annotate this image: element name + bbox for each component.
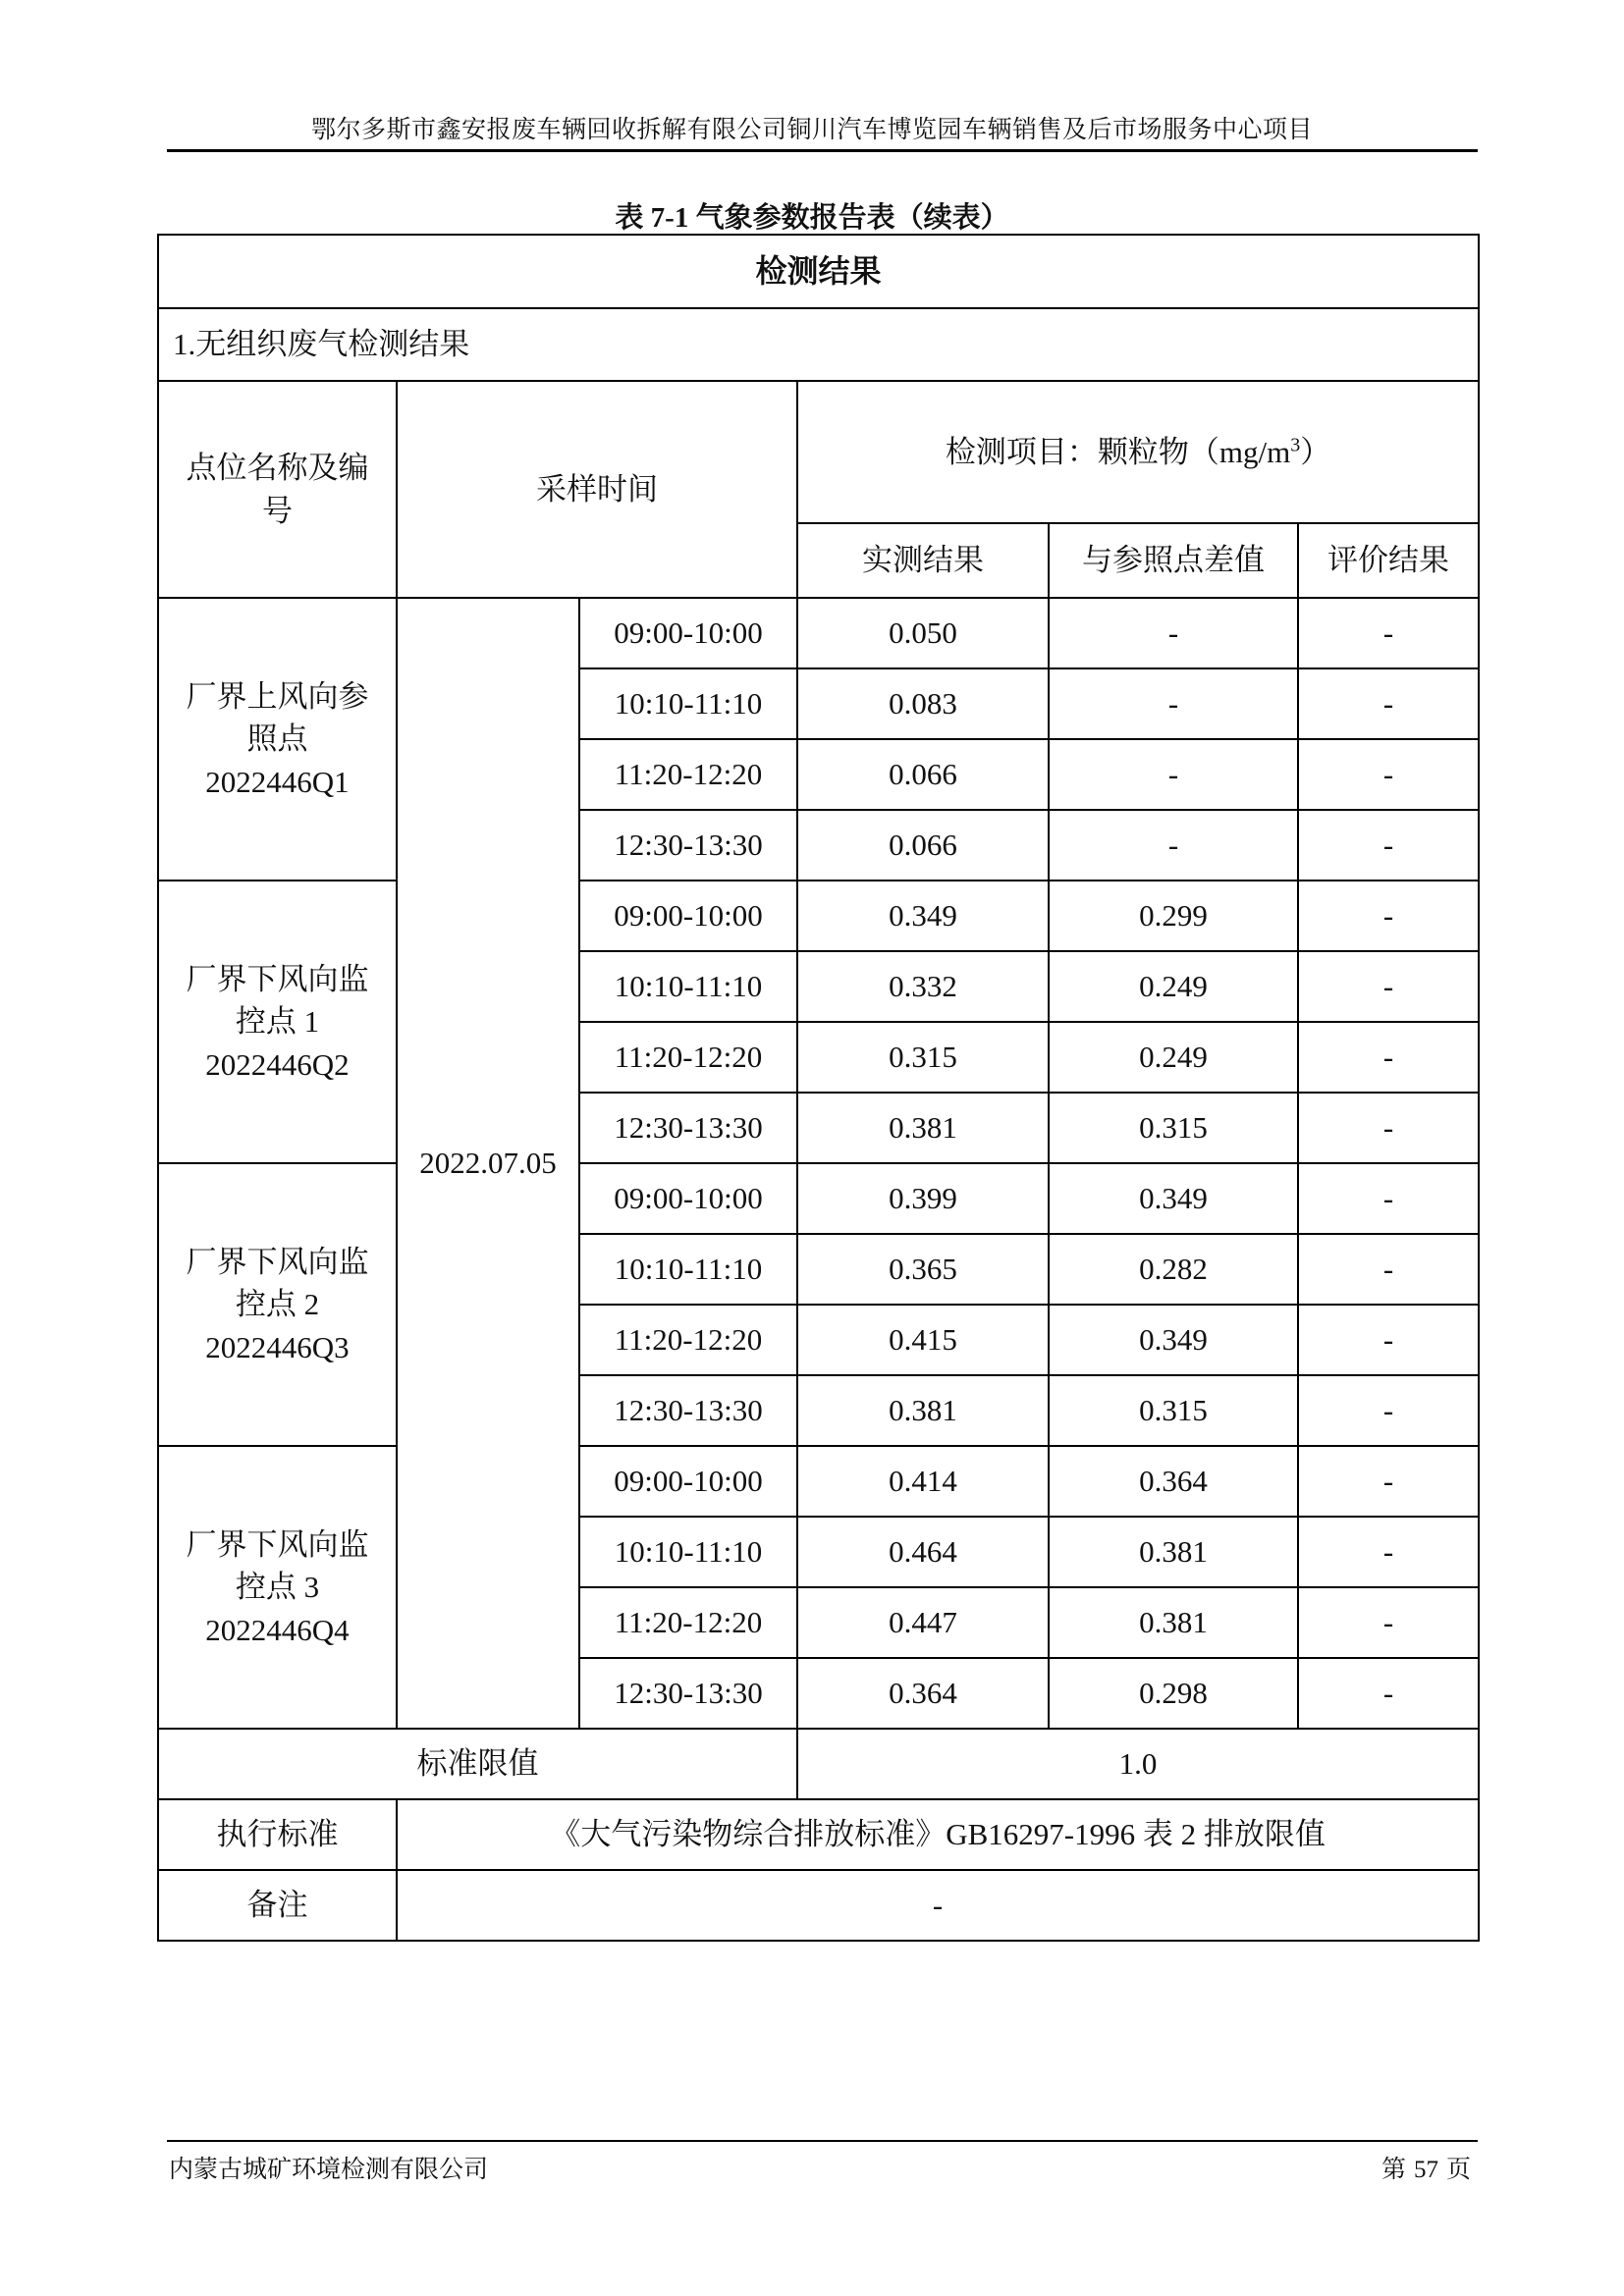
site-name-line2: 照点	[246, 721, 308, 757]
site-code: 2022446Q4	[205, 1612, 350, 1647]
measured-value: 0.381	[797, 1093, 1049, 1163]
difference-value: 0.381	[1049, 1517, 1298, 1587]
footer-page-prefix: 第	[1380, 2157, 1406, 2183]
table-row	[158, 1446, 1479, 1517]
site-name-cell	[158, 598, 397, 881]
evaluation-result: -	[1298, 739, 1479, 810]
measured-value: 0.066	[797, 810, 1049, 881]
site-name-cell	[158, 1163, 397, 1446]
measured-value: 0.399	[797, 1163, 1049, 1234]
sampling-time: 10:10-11:10	[579, 668, 797, 739]
table-caption: 表 7-1 气象参数报告表（续表）	[615, 202, 1009, 234]
difference-value: -	[1049, 598, 1298, 668]
footer-divider	[167, 2140, 1478, 2142]
table-title: 检测结果	[158, 235, 1479, 308]
site-name-line1: 厂界上风向参	[186, 678, 369, 714]
site-name-cell	[158, 1446, 397, 1729]
site-name-line1: 厂界下风向监	[186, 961, 369, 996]
section-heading: 1.无组织废气检测结果	[158, 308, 1479, 381]
difference-value: 0.349	[1049, 1305, 1298, 1375]
site-code: 2022446Q3	[205, 1329, 350, 1364]
sampling-date: 2022.07.05	[397, 598, 579, 1729]
sampling-time: 12:30-13:30	[579, 1093, 797, 1163]
remarks-label: 备注	[158, 1870, 397, 1941]
evaluation-result: -	[1298, 1658, 1479, 1729]
header-test-item-close: ）	[1300, 434, 1331, 469]
difference-value: -	[1049, 739, 1298, 810]
table-row	[158, 598, 1479, 668]
limit-row	[158, 1729, 1479, 1799]
measured-value: 0.083	[797, 668, 1049, 739]
header-site	[158, 381, 397, 598]
measured-value: 0.364	[797, 1658, 1049, 1729]
sampling-time: 09:00-10:00	[579, 598, 797, 668]
difference-value: 0.298	[1049, 1658, 1298, 1729]
header-diff: 与参照点差值	[1049, 523, 1298, 598]
sampling-time: 11:20-12:20	[579, 1587, 797, 1658]
header-divider	[167, 149, 1478, 152]
evaluation-result: -	[1298, 668, 1479, 739]
evaluation-result: -	[1298, 1234, 1479, 1305]
header-measured: 实测结果	[797, 523, 1049, 598]
remarks-row	[158, 1870, 1479, 1941]
sampling-time: 10:10-11:10	[579, 1234, 797, 1305]
evaluation-result: -	[1298, 598, 1479, 668]
difference-value: 0.315	[1049, 1375, 1298, 1446]
evaluation-result: -	[1298, 1517, 1479, 1587]
sampling-time: 12:30-13:30	[579, 1375, 797, 1446]
difference-value: 0.364	[1049, 1446, 1298, 1517]
measured-value: 0.447	[797, 1587, 1049, 1658]
standard-label: 执行标准	[158, 1799, 397, 1870]
evaluation-result: -	[1298, 1375, 1479, 1446]
site-name-line1: 厂界下风向监	[186, 1526, 369, 1562]
difference-value: 0.249	[1049, 951, 1298, 1022]
header-site-text: 点位名称及编号	[186, 451, 369, 528]
difference-value: 0.349	[1049, 1163, 1298, 1234]
footer-page-number	[1378, 2150, 1475, 2185]
sampling-time: 11:20-12:20	[579, 739, 797, 810]
evaluation-result: -	[1298, 1587, 1479, 1658]
measured-value: 0.464	[797, 1517, 1049, 1587]
standard-value: 《大气污染物综合排放标准》GB16297-1996 表 2 排放限值	[397, 1799, 1479, 1870]
footer-page-value: 57	[1413, 2157, 1438, 2183]
difference-value: 0.249	[1049, 1022, 1298, 1093]
limit-label: 标准限值	[158, 1729, 797, 1799]
sampling-time: 09:00-10:00	[579, 881, 797, 951]
sampling-time: 10:10-11:10	[579, 1517, 797, 1587]
measured-value: 0.066	[797, 739, 1049, 810]
measured-value: 0.349	[797, 881, 1049, 951]
table-row	[158, 1163, 1479, 1234]
remarks-value: -	[397, 1870, 1479, 1941]
sampling-time: 09:00-10:00	[579, 1446, 797, 1517]
site-name-line2: 控点 3	[235, 1570, 320, 1605]
difference-value: 0.282	[1049, 1234, 1298, 1305]
site-code: 2022446Q1	[205, 764, 350, 799]
evaluation-result: -	[1298, 881, 1479, 951]
site-name-line2: 控点 1	[235, 1004, 320, 1040]
page-header-title: 鄂尔多斯市鑫安报废车辆回收拆解有限公司铜川汽车博览园车辆销售及后市场服务中心项目	[310, 117, 1313, 143]
limit-value: 1.0	[797, 1729, 1479, 1799]
sampling-time: 12:30-13:30	[579, 810, 797, 881]
difference-value: 0.381	[1049, 1587, 1298, 1658]
measured-value: 0.365	[797, 1234, 1049, 1305]
evaluation-result: -	[1298, 1446, 1479, 1517]
difference-value: 0.315	[1049, 1093, 1298, 1163]
header-test-item	[797, 381, 1479, 523]
evaluation-result: -	[1298, 810, 1479, 881]
results-table	[157, 234, 1480, 1942]
difference-value: -	[1049, 668, 1298, 739]
footer-company: 内蒙古城矿环境检测有限公司	[169, 2157, 489, 2183]
header-test-item-label: 检测项目：颗粒物（mg/m	[945, 434, 1291, 469]
site-name-cell	[158, 881, 397, 1163]
sampling-time: 09:00-10:00	[579, 1163, 797, 1234]
evaluation-result: -	[1298, 951, 1479, 1022]
evaluation-result: -	[1298, 1305, 1479, 1375]
sampling-time: 12:30-13:30	[579, 1658, 797, 1729]
header-eval: 评价结果	[1298, 523, 1479, 598]
header-test-item-sup: 3	[1290, 434, 1301, 456]
measured-value: 0.415	[797, 1305, 1049, 1375]
measured-value: 0.414	[797, 1446, 1049, 1517]
measured-value: 0.050	[797, 598, 1049, 668]
difference-value: -	[1049, 810, 1298, 881]
evaluation-result: -	[1298, 1022, 1479, 1093]
evaluation-result: -	[1298, 1163, 1479, 1234]
footer-page-suffix: 页	[1445, 2157, 1471, 2183]
measured-value: 0.332	[797, 951, 1049, 1022]
measured-value: 0.381	[797, 1375, 1049, 1446]
evaluation-result: -	[1298, 1093, 1479, 1163]
site-name-line1: 厂界下风向监	[186, 1244, 369, 1279]
site-code: 2022446Q2	[205, 1046, 350, 1082]
site-name-line2: 控点 2	[235, 1287, 320, 1322]
measured-value: 0.315	[797, 1022, 1049, 1093]
header-time: 采样时间	[397, 381, 797, 598]
difference-value: 0.299	[1049, 881, 1298, 951]
sampling-time: 11:20-12:20	[579, 1305, 797, 1375]
standard-row	[158, 1799, 1479, 1870]
sampling-time: 11:20-12:20	[579, 1022, 797, 1093]
sampling-time: 10:10-11:10	[579, 951, 797, 1022]
table-row	[158, 881, 1479, 951]
